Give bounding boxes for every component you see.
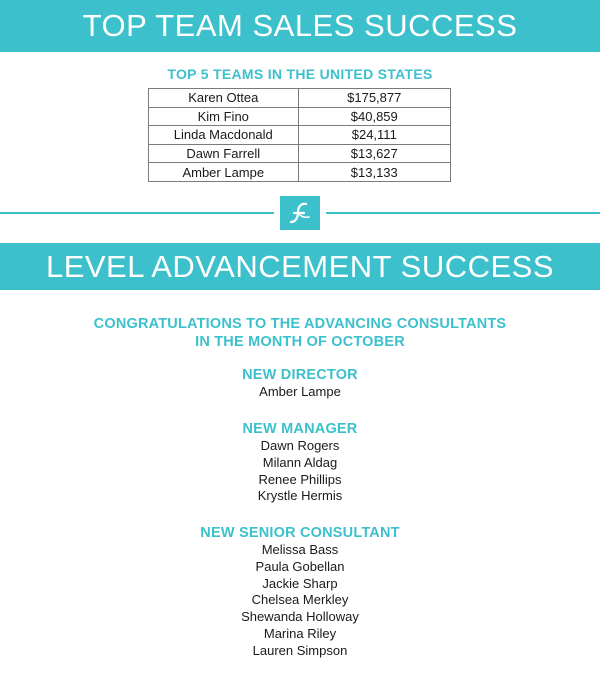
list-item: Paula Gobellan	[255, 558, 345, 574]
list-item: Milann Aldag	[262, 454, 338, 470]
new-director-group	[0, 366, 600, 401]
team-sales-amount: $24,111	[298, 126, 450, 145]
list-item: Dawn Rogers	[260, 438, 340, 453]
table-row	[149, 126, 451, 145]
team-sales-amount: $13,627	[298, 144, 450, 163]
level-advancement-banner	[0, 243, 600, 290]
team-name: Karen Ottea	[149, 89, 299, 108]
team-name: Dawn Farrell	[149, 144, 299, 163]
congratulations-line-2: IN THE MONTH OF OCTOBER	[195, 334, 405, 350]
team-sales-amount: $13,133	[298, 163, 450, 182]
team-sales-amount: $175,877	[298, 89, 450, 108]
divider-line-left	[0, 212, 274, 214]
teams-sales-table	[148, 88, 451, 182]
list-item: Melissa Bass	[261, 542, 339, 557]
team-name: Kim Fino	[149, 107, 299, 126]
level-advancement-banner-title: LEVEL ADVANCEMENT SUCCESS	[45, 248, 555, 284]
table-row	[149, 89, 451, 108]
top-team-banner	[0, 0, 600, 52]
team-name: Linda Macdonald	[149, 126, 299, 145]
script-f-logo-icon	[280, 196, 320, 230]
congratulations-heading	[0, 315, 600, 351]
table-row	[149, 163, 451, 182]
top-team-banner-title: TOP TEAM SALES SUCCESS	[82, 8, 518, 43]
new-manager-heading: NEW MANAGER	[242, 421, 358, 437]
list-item: Jackie Sharp	[262, 575, 338, 591]
list-item: Chelsea Merkley	[251, 592, 349, 608]
list-item: Krystle Hermis	[257, 488, 343, 504]
new-senior-consultant-group	[0, 524, 600, 660]
new-manager-group	[0, 420, 600, 505]
list-item: Amber Lampe	[259, 384, 341, 399]
new-senior-consultant-heading: NEW SENIOR CONSULTANT	[200, 525, 400, 541]
team-name: Amber Lampe	[149, 163, 299, 182]
teams-table-title: TOP 5 TEAMS IN THE UNITED STATES	[167, 66, 433, 82]
new-director-heading: NEW DIRECTOR	[242, 367, 358, 383]
table-row	[149, 144, 451, 163]
congratulations-line-1: CONGRATULATIONS TO THE ADVANCING CONSULTANTS	[93, 316, 507, 332]
divider-line-right	[326, 212, 600, 214]
team-sales-amount: $40,859	[298, 107, 450, 126]
list-item: Marina Riley	[263, 625, 337, 641]
list-item: Renee Phillips	[258, 471, 342, 487]
list-item: Lauren Simpson	[252, 642, 348, 658]
table-row	[149, 107, 451, 126]
list-item: Shewanda Holloway	[241, 609, 359, 625]
